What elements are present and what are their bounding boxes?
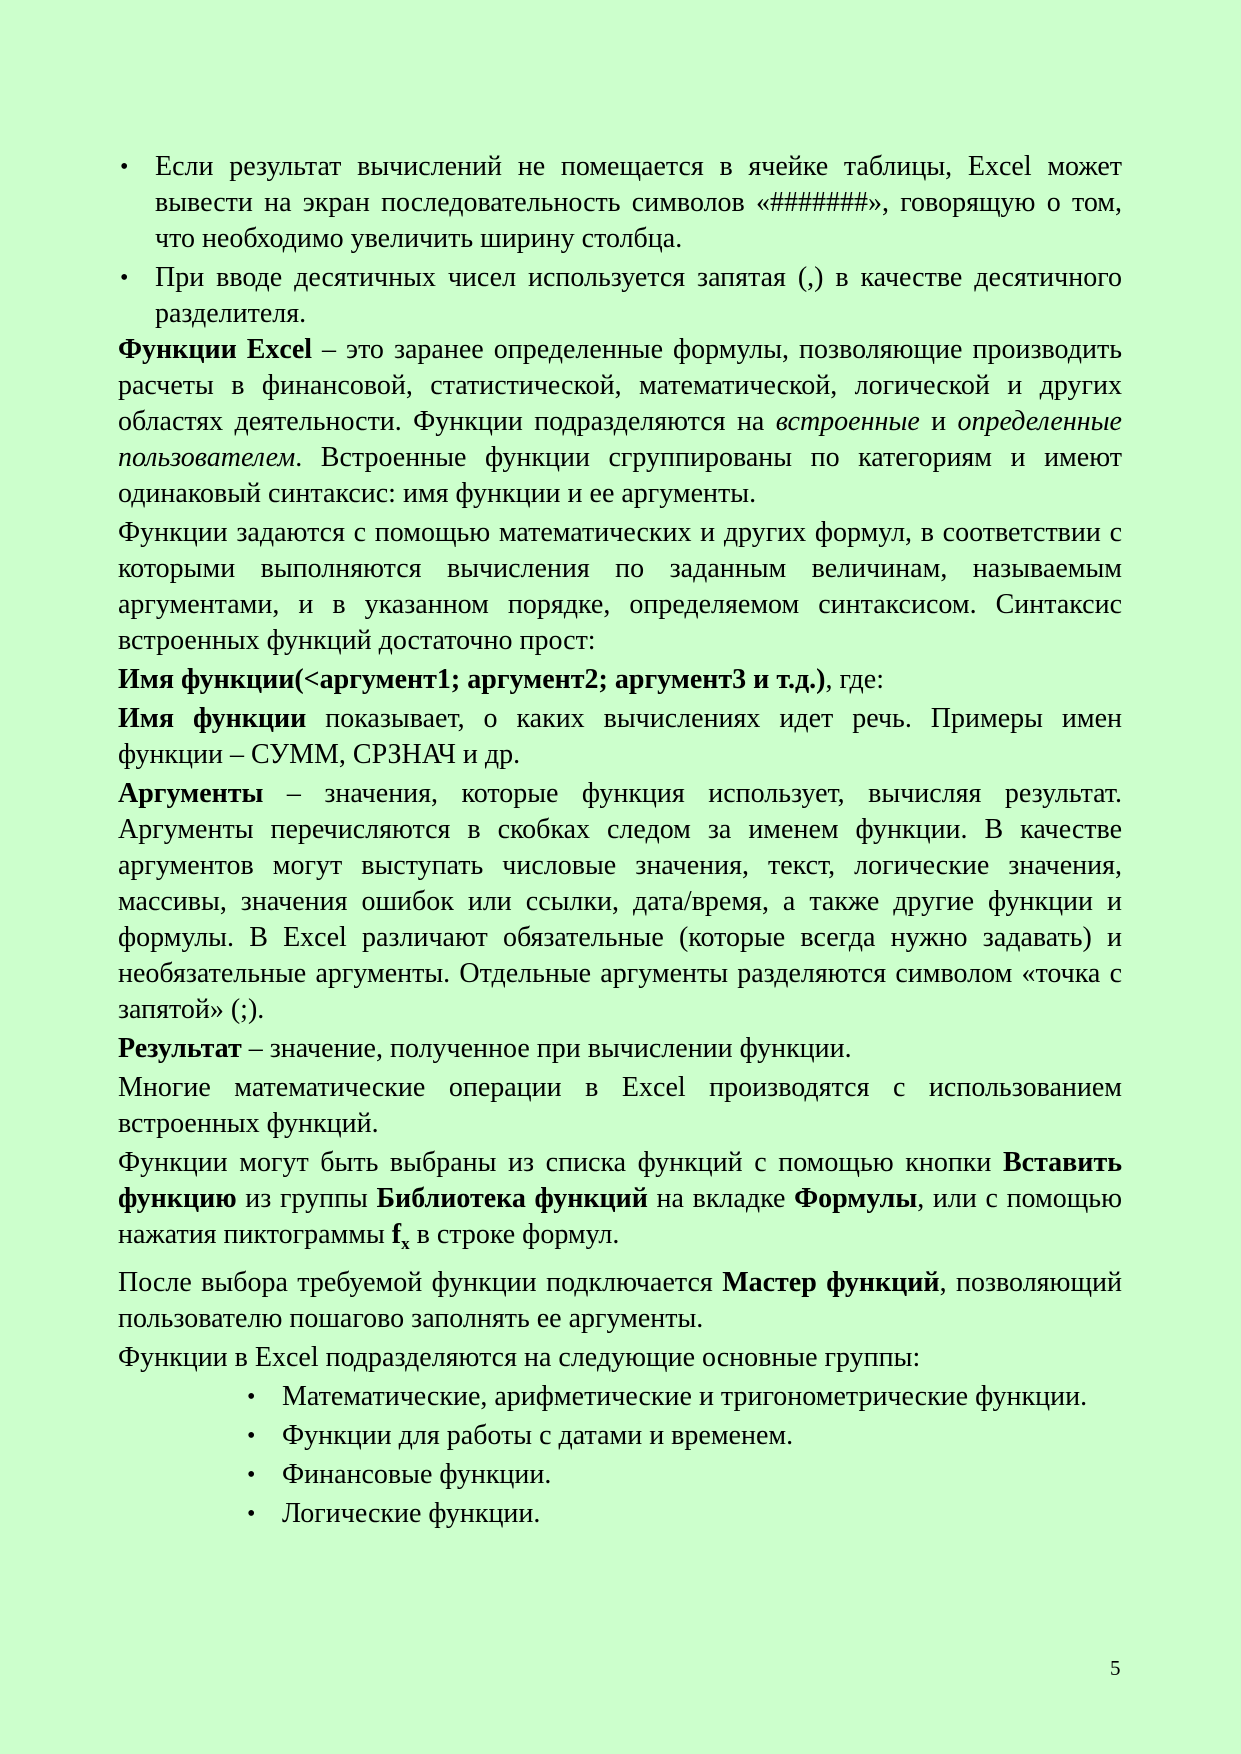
fx-icon: $f_x$: [391, 1219, 410, 1253]
wizard-paragraph: После выбора требуемой функции подключается Мастер функций, позволяющий пользователю пошагово заполнять ее аргументы.: [118, 1267, 1122, 1334]
functions-paragraph: Функции Excel – это заранее определенные формулы, позволяющие производить расчеты в финансовой, статистической, математической, логической и других областях деятельности. Функции подразделяются на встроенные и определенные пользователем. Встроенные функции сгруппированы по категориям и имеют одинаковый синтаксис: имя функции и ее аргументы.: [118, 334, 1122, 509]
bullet-list-top: [118, 149, 1122, 332]
list-item: [118, 260, 1122, 332]
list-item: • Функции для работы с датами и временем.: [245, 1418, 1122, 1454]
name-paragraph: Имя функции показывает, о каких вычислениях идет речь. Примеры имен функции – СУММ, СРЗНАЧ и др.: [118, 703, 1123, 770]
arguments-paragraph: Аргументы – значения, которые функция использует, вычисляя результат. Аргументы перечисляются в скобках следом за именем функции. В качестве аргументов могут выступать числовые значения, текст, логические значения, массивы, значения ошибок или ссылки, дата/время, а также другие функции и формулы. В Excel различают обязательные (которые всегда нужно задавать) и необязательные аргументы. Отдельные аргументы разделяются символом «точка с запятой» (;).: [118, 778, 1122, 1025]
bullet-icon: •: [120, 265, 129, 291]
list-item-text: При вводе десятичных чисел используется запятая (,) в качестве десятичного разделителя.: [155, 262, 1122, 329]
insert-function-paragraph: Функции могут быть выбраны из списка функций с помощью кнопки Вставить функцию из группы Библиотека функций на вкладке Формулы, или с помощью нажатия пиктограммы $f_x$ в строке формул.: [118, 1147, 1122, 1253]
bullet-icon: •: [247, 1423, 256, 1449]
result-paragraph: Результат – значение, полученное при вычислении функции.: [118, 1033, 852, 1064]
list-item: [118, 149, 1122, 257]
page-number: 5: [1110, 1656, 1121, 1680]
many-paragraph: Многие математические операции в Excel производятся с использованием встроенных функций.: [118, 1072, 1122, 1139]
list-item: • Математические, арифметические и тригонометрические функции.: [245, 1379, 1122, 1415]
list-item: • Логические функции.: [245, 1496, 1122, 1532]
bullet-icon: •: [120, 154, 129, 180]
bullet-icon: •: [247, 1501, 256, 1527]
list-item: • Финансовые функции.: [245, 1457, 1122, 1493]
syntax-paragraph: Имя функции(<аргумент1; аргумент2; аргумент3 и т.д.), где:: [118, 664, 884, 695]
define-paragraph: Функции задаются с помощью математических и других формул, в соответствии с которыми выполняются вычисления по заданным величинам, называемым аргументами, и в указанном порядке, определяемом синтаксисом. Синтаксис встроенных функций достаточно прост:: [118, 517, 1122, 656]
groups-list: [118, 1379, 1122, 1532]
bullet-icon: •: [247, 1462, 256, 1488]
groups-intro: Функции в Excel подразделяются на следующие основные группы:: [118, 1342, 921, 1373]
functions-term: Функции Excel: [118, 334, 313, 365]
bullet-icon: •: [247, 1384, 256, 1410]
list-item-text: Если результат вычислений не помещается в ячейке таблицы, Excel может вывести на экран последовательность символов «#######», говорящую о том, что необходимо увеличить ширину столбца.: [155, 151, 1122, 254]
page-body: [118, 149, 1122, 1532]
